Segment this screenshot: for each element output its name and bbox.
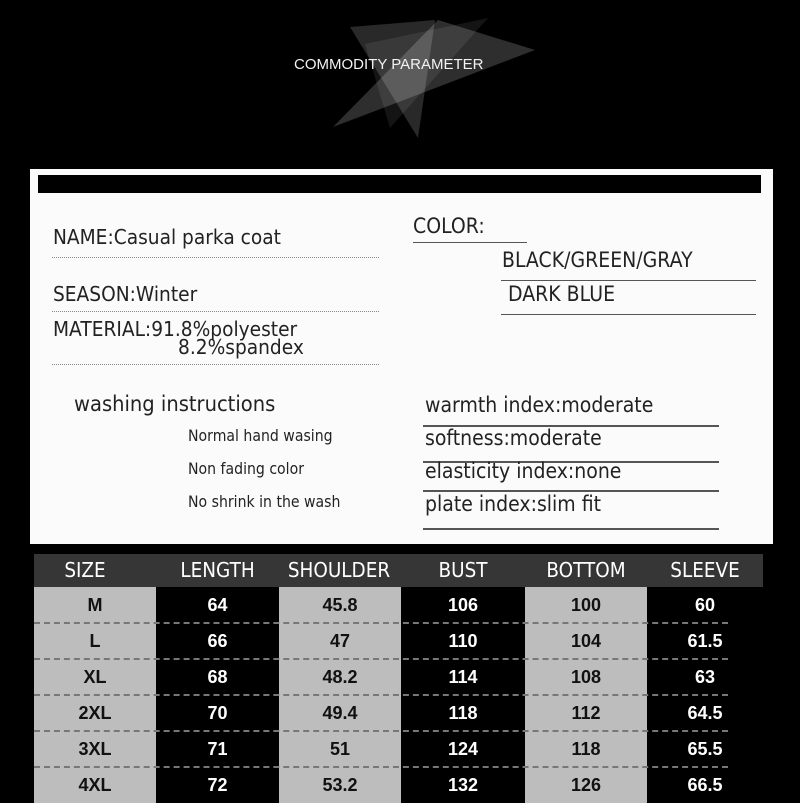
cell-shoulder: 49.4 bbox=[279, 695, 401, 731]
index-plate: plate index:slim fit bbox=[425, 492, 602, 516]
cell-bust: 124 bbox=[401, 731, 525, 767]
cell-length: 64 bbox=[156, 587, 279, 623]
color-label: COLOR: bbox=[413, 214, 485, 238]
cell-bottom: 112 bbox=[525, 695, 647, 731]
divider bbox=[52, 311, 379, 312]
cell-length: 72 bbox=[156, 767, 279, 803]
header-bust: BUST bbox=[438, 558, 488, 582]
divider bbox=[423, 528, 719, 530]
cell-shoulder: 53.2 bbox=[279, 767, 401, 803]
divider bbox=[501, 314, 756, 315]
cell-length: 71 bbox=[156, 731, 279, 767]
header-length: LENGTH bbox=[180, 558, 255, 582]
banner-title: COMMODITY PARAMETER bbox=[294, 56, 484, 73]
cell-bottom: 104 bbox=[525, 623, 647, 659]
header-bottom: BOTTOM bbox=[546, 558, 626, 582]
product-name: NAME:Casual parka coat bbox=[53, 225, 281, 249]
cell-size: 3XL bbox=[34, 731, 156, 767]
color-options: BLACK/GREEN/GRAY bbox=[502, 248, 693, 272]
washing-item: Normal hand wasing bbox=[188, 426, 333, 445]
cell-size: 4XL bbox=[34, 767, 156, 803]
divider bbox=[501, 280, 756, 281]
product-material: MATERIAL:91.8%polyester bbox=[53, 317, 298, 341]
card-top-bar bbox=[38, 175, 761, 193]
row-divider bbox=[34, 694, 728, 696]
cell-shoulder: 48.2 bbox=[279, 659, 401, 695]
product-info-card bbox=[30, 169, 773, 544]
cell-sleeve: 66.5 bbox=[647, 767, 763, 803]
product-season: SEASON:Winter bbox=[53, 282, 198, 306]
cell-bust: 106 bbox=[401, 587, 525, 623]
header-shoulder: SHOULDER bbox=[287, 558, 391, 582]
product-material-2: 8.2%spandex bbox=[178, 335, 304, 359]
table-header bbox=[34, 554, 763, 587]
cell-bust: 118 bbox=[401, 695, 525, 731]
cell-length: 66 bbox=[156, 623, 279, 659]
washing-item: No shrink in the wash bbox=[188, 492, 341, 511]
cell-shoulder: 51 bbox=[279, 731, 401, 767]
cell-sleeve: 61.5 bbox=[647, 623, 763, 659]
row-divider bbox=[34, 730, 728, 732]
washing-title: washing instructions bbox=[74, 392, 276, 416]
index-warmth: warmth index:moderate bbox=[425, 393, 654, 417]
cell-bottom: 108 bbox=[525, 659, 647, 695]
row-divider bbox=[34, 622, 728, 624]
cell-shoulder: 47 bbox=[279, 623, 401, 659]
index-elasticity: elasticity index:none bbox=[425, 459, 622, 483]
cell-length: 70 bbox=[156, 695, 279, 731]
cell-length: 68 bbox=[156, 659, 279, 695]
cell-size: M bbox=[34, 587, 156, 623]
header-sleeve: SLEEVE bbox=[670, 558, 740, 582]
cell-sleeve: 63 bbox=[647, 659, 763, 695]
cell-size: 2XL bbox=[34, 695, 156, 731]
cell-bottom: 126 bbox=[525, 767, 647, 803]
cell-bottom: 100 bbox=[525, 587, 647, 623]
divider bbox=[52, 364, 379, 365]
cell-sleeve: 60 bbox=[647, 587, 763, 623]
divider bbox=[52, 257, 379, 258]
divider bbox=[413, 242, 527, 243]
index-softness: softness:moderate bbox=[425, 426, 602, 450]
cell-size: XL bbox=[34, 659, 156, 695]
cell-bottom: 118 bbox=[525, 731, 647, 767]
cell-size: L bbox=[34, 623, 156, 659]
color-options-2: DARK BLUE bbox=[508, 282, 616, 306]
row-divider bbox=[34, 658, 728, 660]
cell-bust: 114 bbox=[401, 659, 525, 695]
washing-item: Non fading color bbox=[188, 459, 304, 478]
cell-sleeve: 65.5 bbox=[647, 731, 763, 767]
cell-sleeve: 64.5 bbox=[647, 695, 763, 731]
cell-bust: 132 bbox=[401, 767, 525, 803]
cell-bust: 110 bbox=[401, 623, 525, 659]
row-divider bbox=[34, 766, 728, 768]
triangle-decoration-icon bbox=[0, 0, 800, 160]
cell-shoulder: 45.8 bbox=[279, 587, 401, 623]
header-size: SIZE bbox=[64, 558, 106, 582]
